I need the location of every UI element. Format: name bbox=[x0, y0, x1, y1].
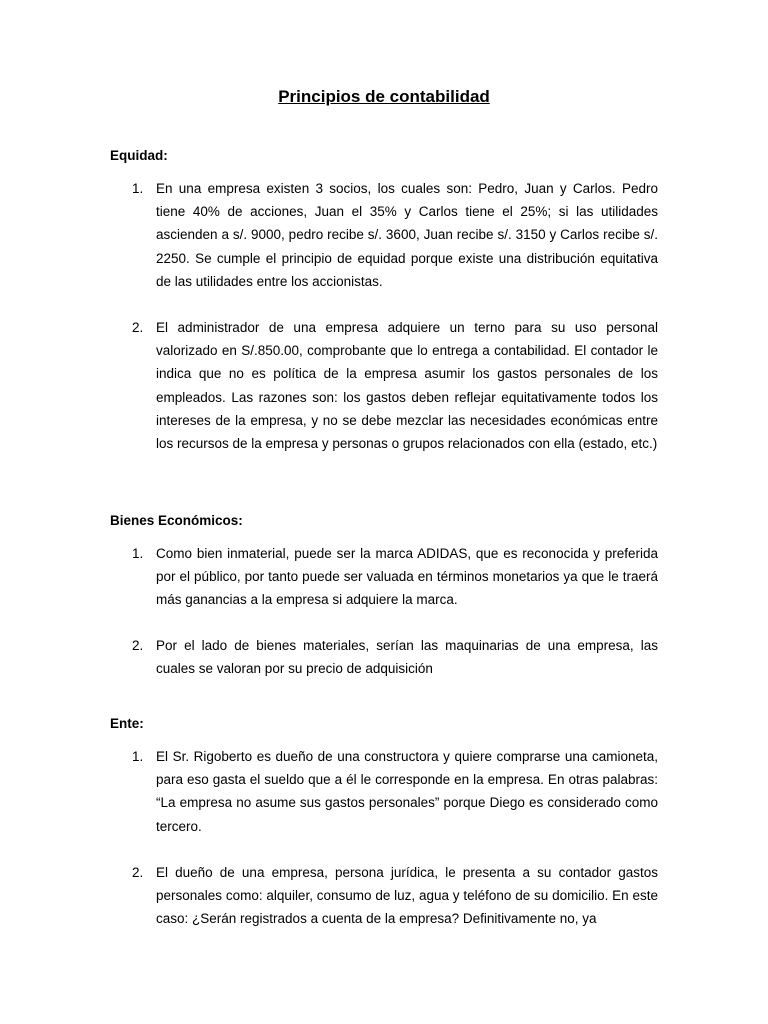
list-item bbox=[110, 861, 658, 931]
list-item-number: 1. bbox=[132, 546, 144, 561]
list-item-number: 2. bbox=[132, 320, 144, 335]
section-heading-equidad: Equidad: bbox=[110, 148, 168, 163]
list-item-number: 2. bbox=[132, 865, 144, 880]
list-item bbox=[110, 542, 658, 612]
list-item-text: El Sr. Rigoberto es dueño de una constructora y quiere comprarse una camioneta, para eso gasta el sueldo que a él le corresponde en la empresa. En otras palabras: “La empresa no asume sus gastos personales” porque Diego es considerado como tercero. bbox=[156, 749, 658, 834]
list-item-number: 1. bbox=[132, 749, 144, 764]
list-item-text: El dueño de una empresa, persona jurídica, le presenta a su contador gastos personales como: alquiler, consumo de luz, agua y teléfono de su domicilio. En este caso: ¿Serán registrados a cuenta de la empresa? Definitivamente no, ya bbox=[156, 865, 658, 927]
section-heading-bienes-economicos: Bienes Económicos: bbox=[110, 513, 243, 528]
list-item bbox=[110, 177, 658, 293]
list-item bbox=[110, 634, 658, 680]
list-item-number: 1. bbox=[132, 181, 144, 196]
list-item-number: 2. bbox=[132, 638, 144, 653]
list-item-text: En una empresa existen 3 socios, los cuales son: Pedro, Juan y Carlos. Pedro tiene 40% de acciones, Juan el 35% y Carlos tiene el 25%; si las utilidades ascienden a s/. 9000, pedro recibe s/. 3600, Juan recibe s/. 3150 y Carlos recibe s/. 2250. Se cumple el principio de equidad porque existe una distribución equitativa de las utilidades entre los accionistas. bbox=[156, 181, 658, 289]
list-item-text: Como bien inmaterial, puede ser la marca ADIDAS, que es reconocida y preferida por el público, por tanto puede ser valuada en términos monetarios ya que le traerá más ganancias a la empresa si adquiere la marca. bbox=[156, 546, 658, 608]
list-item bbox=[110, 316, 658, 455]
section-heading-ente: Ente: bbox=[110, 716, 144, 731]
page-title: Principios de contabilidad bbox=[278, 87, 490, 106]
list-item-text: El administrador de una empresa adquiere un terno para su uso personal valorizado en S/.850.00, comprobante que lo entrega a contabilidad. El contador le indica que no es política de la empresa asumir los gastos personales de los empleados. Las razones son: los gastos deben reflejar equitativamente todos los intereses de la empresa, y no se debe mezclar las necesidades económicas entre los recursos de la empresa y personas o grupos relacionados con ella (estado, etc.) bbox=[156, 320, 658, 452]
list-item bbox=[110, 745, 658, 838]
list-item-text: Por el lado de bienes materiales, serían las maquinarias de una empresa, las cuales se valoran por su precio de adquisición bbox=[156, 638, 658, 677]
